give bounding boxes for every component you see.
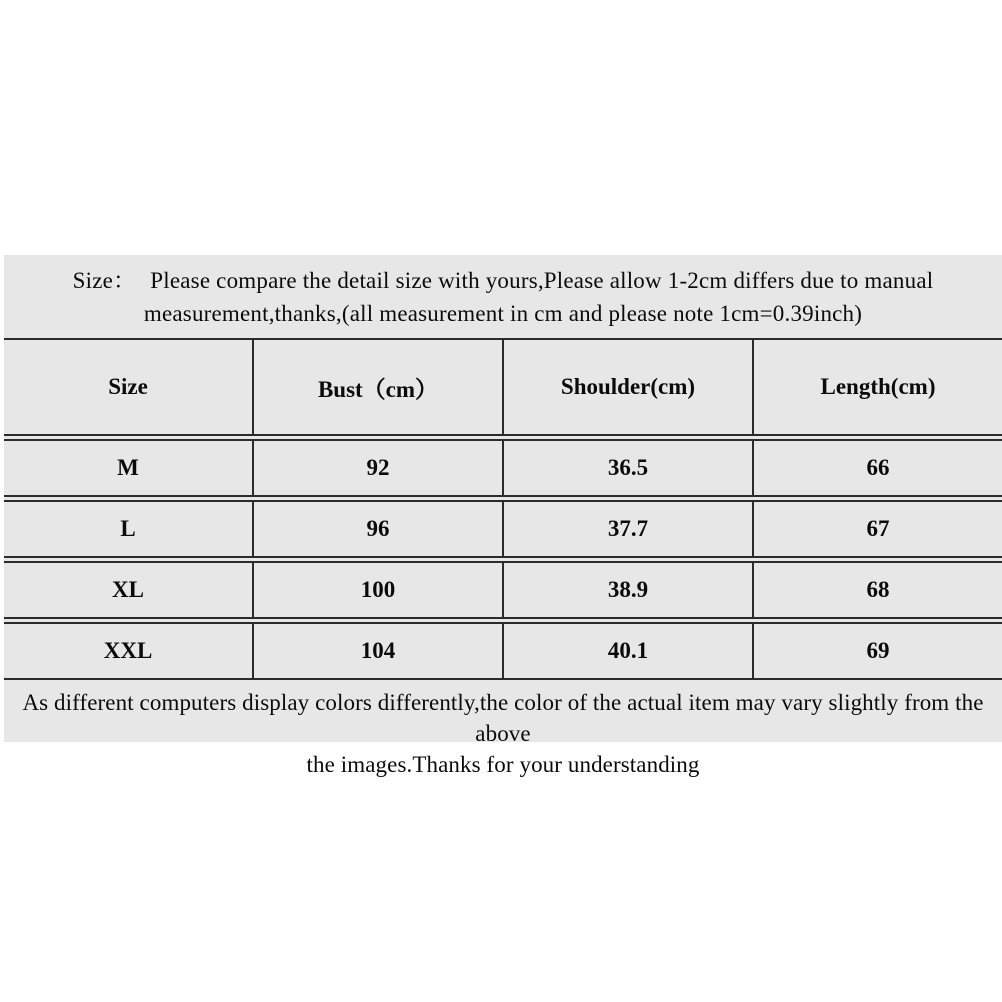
header-length: Length(cm)	[752, 340, 1002, 434]
bust-cell: 104	[252, 624, 502, 678]
shoulder-cell: 38.9	[502, 563, 752, 617]
color-disclaimer-line2: the images.Thanks for your understanding	[306, 752, 700, 777]
shoulder-cell: 40.1	[502, 624, 752, 678]
size-note	[4, 255, 1002, 338]
bust-cell: 92	[252, 441, 502, 495]
size-cell: L	[120, 516, 136, 541]
size-cell: XL	[112, 577, 144, 602]
table-row	[4, 439, 1002, 497]
size-note-line1-wrap	[4, 264, 1002, 297]
length-cell: 68	[752, 563, 1002, 617]
size-cell: XXL	[103, 638, 153, 663]
size-table	[4, 338, 1002, 680]
header-shoulder: Shoulder(cm)	[502, 340, 752, 434]
table-row	[4, 561, 1002, 619]
size-note-line1: Please compare the detail size with yours,Please allow 1-2cm differs due to manual	[150, 268, 934, 293]
shoulder-cell: 36.5	[502, 441, 752, 495]
color-disclaimer	[4, 680, 1002, 780]
length-cell: 69	[752, 624, 1002, 678]
size-chart-band	[4, 255, 1002, 777]
header-size: Size	[108, 374, 148, 399]
shoulder-cell: 37.7	[502, 502, 752, 556]
header-bust: Bust（cm）	[252, 340, 502, 434]
length-cell: 66	[752, 441, 1002, 495]
table-header-row	[4, 338, 1002, 436]
table-row	[4, 622, 1002, 680]
length-cell: 67	[752, 502, 1002, 556]
size-note-line2: measurement,thanks,(all measurement in cm and please note 1cm=0.39inch)	[143, 301, 863, 326]
bust-cell: 100	[252, 563, 502, 617]
size-cell: M	[117, 455, 139, 480]
table-row	[4, 500, 1002, 558]
size-note-label: Size：	[72, 268, 137, 293]
color-disclaimer-line1: As different computers display colors differently,the color of the actual item may vary slightly from the above	[22, 690, 984, 746]
bust-cell: 96	[252, 502, 502, 556]
